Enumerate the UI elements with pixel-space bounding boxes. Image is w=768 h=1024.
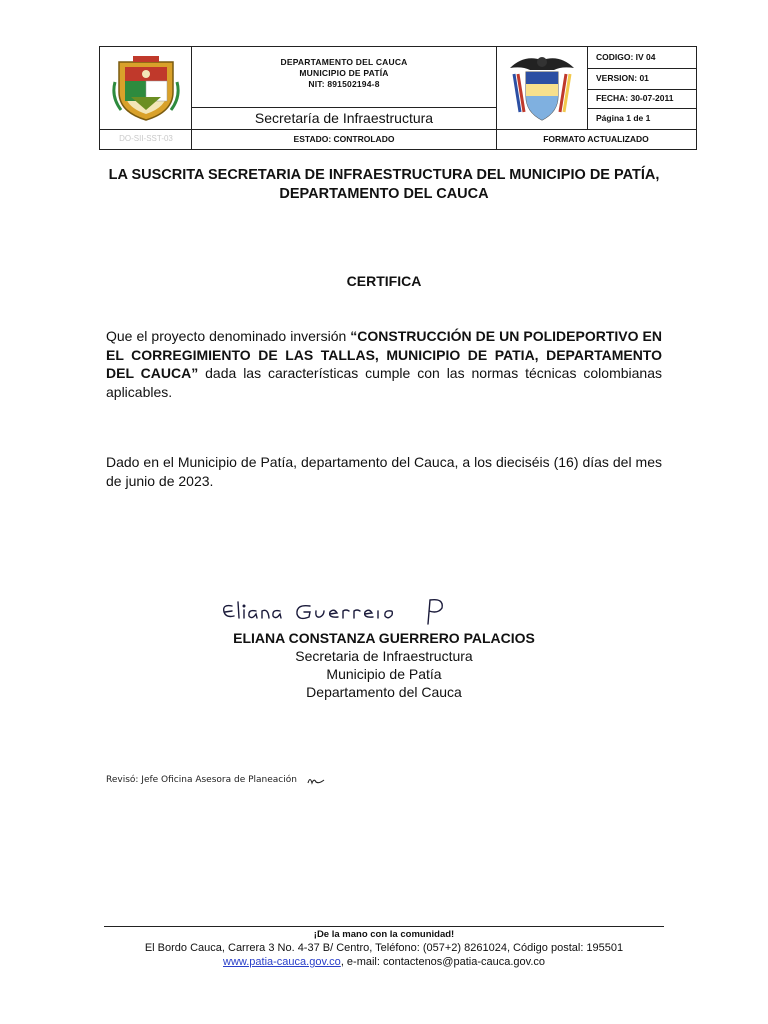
department-name: DEPARTAMENTO DEL CAUCA [280,57,408,67]
page-counter: Página 1 de 1 [596,113,651,123]
footer-email: , e-mail: contactenos@patia-cauca.gov.co [340,956,545,968]
signer-role: Secretaria de Infraestructura [295,648,473,664]
footer-contact [104,956,664,968]
document-title: LA SUSCRITA SECRETARIA DE INFRAESTRUCTURA DEL MUNICIPIO DE PATÍA, DEPARTAMENTO DEL CAUCA [108,167,660,202]
municipal-shield-icon [100,47,192,129]
footer-slogan: ¡De la mano con la comunidad! [313,929,455,940]
format-status: FORMATO ACTUALIZADO [543,134,649,144]
document-header-table [99,46,697,150]
signer-municipality: Municipio de Patía [326,666,442,682]
footer-divider [104,926,664,927]
footer-address: El Bordo Cauca, Carrera 3 No. 4-37 B/ Centro, Teléfono: (057+2) 8261024, Código postal: 195501 [144,942,624,954]
signer-name: ELIANA CONSTANZA GUERRERO PALACIOS [233,630,535,646]
paragraph-conclusion: dada las características cumple con las normas técnicas colombianas aplicables. [106,365,662,400]
colombia-coat-of-arms-icon [496,47,588,129]
issue-date-paragraph: Dado en el Municipio de Patía, departamento del Cauca, a los dieciséis (16) días del mes de junio de 2023. [106,454,662,489]
website-link[interactable]: www.patia-cauca.gov.co [223,956,341,968]
review-initials-mark [306,774,326,786]
certification-paragraph [106,327,662,401]
project-name: “CONSTRUCCIÓN DE UN POLIDEPORTIVO EN EL CORREGIMIENTO DE LAS TALLAS, MUNICIPIO DE PATIA, DEPARTAMENTO DEL CAUCA” [106,328,662,381]
secretaria-title: Secretaría de Infraestructura [254,110,434,126]
municipality-name: MUNICIPIO DE PATÍA [299,68,389,78]
signer-department: Departamento del Cauca [306,684,462,700]
handwritten-signature [218,594,458,634]
document-version: VERSION: 01 [596,73,649,83]
nit-number: NIT: 891502194-8 [308,79,380,89]
faded-document-code: DO-SII-SST-03 [119,134,173,143]
document-status: ESTADO: CONTROLADO [293,134,395,144]
paragraph-intro: Que el proyecto denominado inversión [106,328,351,344]
review-note: Revisó: Jefe Oficina Asesora de Planeación [106,775,297,785]
document-code: CODIGO: IV 04 [596,52,656,62]
certifica-heading: CERTIFICA [346,273,422,289]
department-info [192,47,496,107]
document-date: FECHA: 30-07-2011 [596,93,674,103]
